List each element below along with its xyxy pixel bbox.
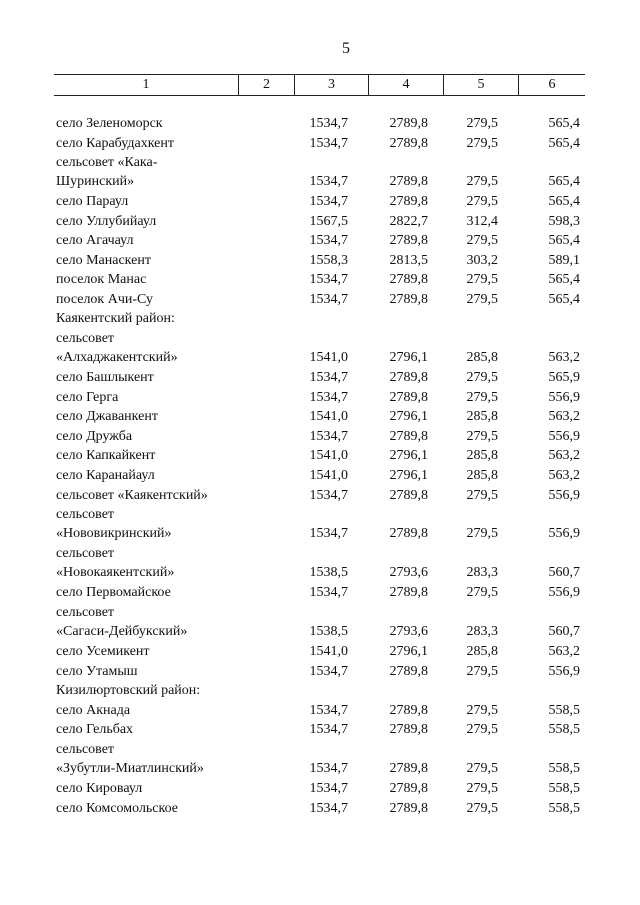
value-col-3: 1534,7 <box>309 292 348 307</box>
value-col-5: 279,5 <box>466 116 498 131</box>
value-col-5: 279,5 <box>466 194 498 209</box>
page-number: 5 <box>342 40 350 57</box>
value-col-4: 2789,8 <box>389 174 428 189</box>
value-col-5: 285,8 <box>466 448 498 463</box>
value-col-5: 279,5 <box>466 585 498 600</box>
value-col-3: 1534,7 <box>309 703 348 718</box>
value-col-3: 1541,0 <box>309 644 348 659</box>
value-col-5: 279,5 <box>466 761 498 776</box>
value-col-6: 558,5 <box>548 761 580 776</box>
value-col-6: 563,2 <box>548 350 580 365</box>
value-col-3: 1534,7 <box>309 370 348 385</box>
settlement-name: село Башлыкент <box>56 370 154 385</box>
settlement-name: сельсовет «Новокаякентский» <box>56 546 175 580</box>
value-col-4: 2789,8 <box>389 761 428 776</box>
settlement-name: село Каранайаул <box>56 468 155 483</box>
value-col-6: 565,4 <box>548 233 580 248</box>
value-col-4: 2813,5 <box>389 253 428 268</box>
value-col-4: 2789,8 <box>389 781 428 796</box>
value-col-3: 1534,7 <box>309 722 348 737</box>
value-col-4: 2789,8 <box>389 370 428 385</box>
value-col-5: 312,4 <box>466 214 498 229</box>
value-col-3: 1534,7 <box>309 272 348 287</box>
value-col-5: 279,5 <box>466 429 498 444</box>
value-col-3: 1534,7 <box>309 174 348 189</box>
settlement-name: село Уллубийаул <box>56 214 157 229</box>
settlement-name: поселок Ачи-Су <box>56 292 154 307</box>
column-header-2: 2 <box>238 75 294 95</box>
value-col-6: 558,5 <box>548 781 580 796</box>
value-col-3: 1534,7 <box>309 136 348 151</box>
value-col-6: 565,4 <box>548 292 580 307</box>
settlement-name: Кизилюртовский район: <box>56 683 201 698</box>
column-header-3: 3 <box>294 75 368 95</box>
value-col-3: 1534,7 <box>309 233 348 248</box>
value-col-6: 560,7 <box>548 565 580 580</box>
value-col-3: 1534,7 <box>309 526 348 541</box>
value-col-4: 2789,8 <box>389 292 428 307</box>
value-col-5: 279,5 <box>466 722 498 737</box>
settlement-name: Каякентский район: <box>56 311 175 326</box>
settlement-name: сельсовет «Каякентский» <box>56 488 208 503</box>
value-col-6: 556,9 <box>548 390 580 405</box>
value-col-6: 556,9 <box>548 429 580 444</box>
value-col-3: 1534,7 <box>309 429 348 444</box>
value-col-3: 1558,3 <box>309 253 348 268</box>
settlement-name: поселок Манас <box>56 272 147 287</box>
value-col-4: 2789,8 <box>389 194 428 209</box>
value-col-4: 2789,8 <box>389 272 428 287</box>
value-col-4: 2796,1 <box>389 409 428 424</box>
value-col-4: 2789,8 <box>389 722 428 737</box>
value-col-6: 563,2 <box>548 644 580 659</box>
value-col-6: 556,9 <box>548 526 580 541</box>
column-header-5: 5 <box>443 75 518 95</box>
value-col-3: 1541,0 <box>309 409 348 424</box>
settlement-name: село Усемикент <box>56 644 150 659</box>
value-col-6: 558,5 <box>548 703 580 718</box>
value-col-5: 279,5 <box>466 664 498 679</box>
value-col-6: 556,9 <box>548 664 580 679</box>
settlement-name: сельсовет «Кака- Шуринский» <box>56 155 158 189</box>
value-col-5: 279,5 <box>466 781 498 796</box>
settlement-name: село Комсомольское <box>56 801 179 816</box>
value-col-6: 560,7 <box>548 624 580 639</box>
value-col-6: 598,3 <box>548 214 580 229</box>
value-col-6: 589,1 <box>548 253 580 268</box>
value-col-4: 2789,8 <box>389 136 428 151</box>
settlement-name: село Гельбах <box>56 722 134 737</box>
value-col-3: 1538,5 <box>309 624 348 639</box>
value-col-5: 279,5 <box>466 488 498 503</box>
value-col-6: 565,4 <box>548 116 580 131</box>
value-col-3: 1534,7 <box>309 801 348 816</box>
value-col-6: 556,9 <box>548 585 580 600</box>
settlement-name: село Агачаул <box>56 233 134 248</box>
settlement-name: село Кироваул <box>56 781 143 796</box>
value-col-5: 285,8 <box>466 468 498 483</box>
settlement-name: село Акнада <box>56 703 131 718</box>
value-col-6: 565,9 <box>548 370 580 385</box>
settlement-name: село Зеленоморск <box>56 116 163 131</box>
value-col-4: 2796,1 <box>389 448 428 463</box>
value-col-4: 2789,8 <box>389 488 428 503</box>
settlement-name: сельсовет «Зубутли-Миатлинский» <box>56 742 204 776</box>
settlement-name: село Утамыш <box>56 664 138 679</box>
value-col-4: 2789,8 <box>389 390 428 405</box>
settlement-name: сельсовет «Нововикринский» <box>56 507 172 541</box>
table-header <box>54 74 585 96</box>
value-col-6: 565,4 <box>548 136 580 151</box>
value-col-4: 2789,8 <box>389 116 428 131</box>
value-col-6: 558,5 <box>548 722 580 737</box>
value-col-5: 279,5 <box>466 174 498 189</box>
value-col-3: 1534,7 <box>309 781 348 796</box>
value-col-3: 1534,7 <box>309 194 348 209</box>
value-col-4: 2789,8 <box>389 703 428 718</box>
column-header-6: 6 <box>518 75 585 95</box>
settlement-name: село Джаванкент <box>56 409 158 424</box>
column-header-1: 1 <box>142 77 150 92</box>
value-col-5: 285,8 <box>466 409 498 424</box>
value-col-5: 279,5 <box>466 292 498 307</box>
settlement-name: село Герга <box>56 390 119 405</box>
value-col-6: 563,2 <box>548 468 580 483</box>
value-col-4: 2796,1 <box>389 350 428 365</box>
settlement-name: село Карабудахкент <box>56 136 174 151</box>
value-col-4: 2789,8 <box>389 801 428 816</box>
value-col-6: 563,2 <box>548 448 580 463</box>
value-col-4: 2793,6 <box>389 565 428 580</box>
value-col-3: 1534,7 <box>309 390 348 405</box>
settlement-name: сельсовет «Сагаси-Дейбукский» <box>56 605 188 639</box>
value-col-6: 565,4 <box>548 174 580 189</box>
value-col-6: 563,2 <box>548 409 580 424</box>
settlement-name: село Манаскент <box>56 253 151 268</box>
settlement-name: сельсовет «Алхаджакентский» <box>56 331 178 365</box>
value-col-5: 285,8 <box>466 350 498 365</box>
value-col-3: 1541,0 <box>309 350 348 365</box>
value-col-5: 279,5 <box>466 703 498 718</box>
value-col-5: 279,5 <box>466 272 498 287</box>
value-col-3: 1534,7 <box>309 585 348 600</box>
value-col-5: 285,8 <box>466 644 498 659</box>
value-col-4: 2822,7 <box>389 214 428 229</box>
value-col-4: 2789,8 <box>389 664 428 679</box>
value-col-6: 556,9 <box>548 488 580 503</box>
settlement-name: село Параул <box>56 194 129 209</box>
value-col-5: 279,5 <box>466 370 498 385</box>
settlement-name: село Капкайкент <box>56 448 156 463</box>
value-col-3: 1534,7 <box>309 116 348 131</box>
value-col-4: 2796,1 <box>389 468 428 483</box>
value-col-4: 2793,6 <box>389 624 428 639</box>
settlement-name: село Первомайское <box>56 585 171 600</box>
value-col-5: 279,5 <box>466 801 498 816</box>
value-col-5: 279,5 <box>466 526 498 541</box>
value-col-3: 1538,5 <box>309 565 348 580</box>
value-col-5: 279,5 <box>466 233 498 248</box>
value-col-5: 279,5 <box>466 390 498 405</box>
value-col-4: 2796,1 <box>389 644 428 659</box>
settlement-name: село Дружба <box>56 429 133 444</box>
value-col-3: 1541,0 <box>309 448 348 463</box>
value-col-5: 279,5 <box>466 136 498 151</box>
value-col-4: 2789,8 <box>389 233 428 248</box>
value-col-3: 1534,7 <box>309 664 348 679</box>
value-col-4: 2789,8 <box>389 526 428 541</box>
value-col-6: 565,4 <box>548 194 580 209</box>
value-col-4: 2789,8 <box>389 429 428 444</box>
value-col-6: 558,5 <box>548 801 580 816</box>
value-col-3: 1534,7 <box>309 761 348 776</box>
value-col-3: 1534,7 <box>309 488 348 503</box>
value-col-6: 565,4 <box>548 272 580 287</box>
value-col-5: 303,2 <box>466 253 498 268</box>
value-col-5: 283,3 <box>466 624 498 639</box>
column-header-4: 4 <box>368 75 443 95</box>
value-col-5: 283,3 <box>466 565 498 580</box>
value-col-3: 1567,5 <box>309 214 348 229</box>
value-col-3: 1541,0 <box>309 468 348 483</box>
value-col-4: 2789,8 <box>389 585 428 600</box>
